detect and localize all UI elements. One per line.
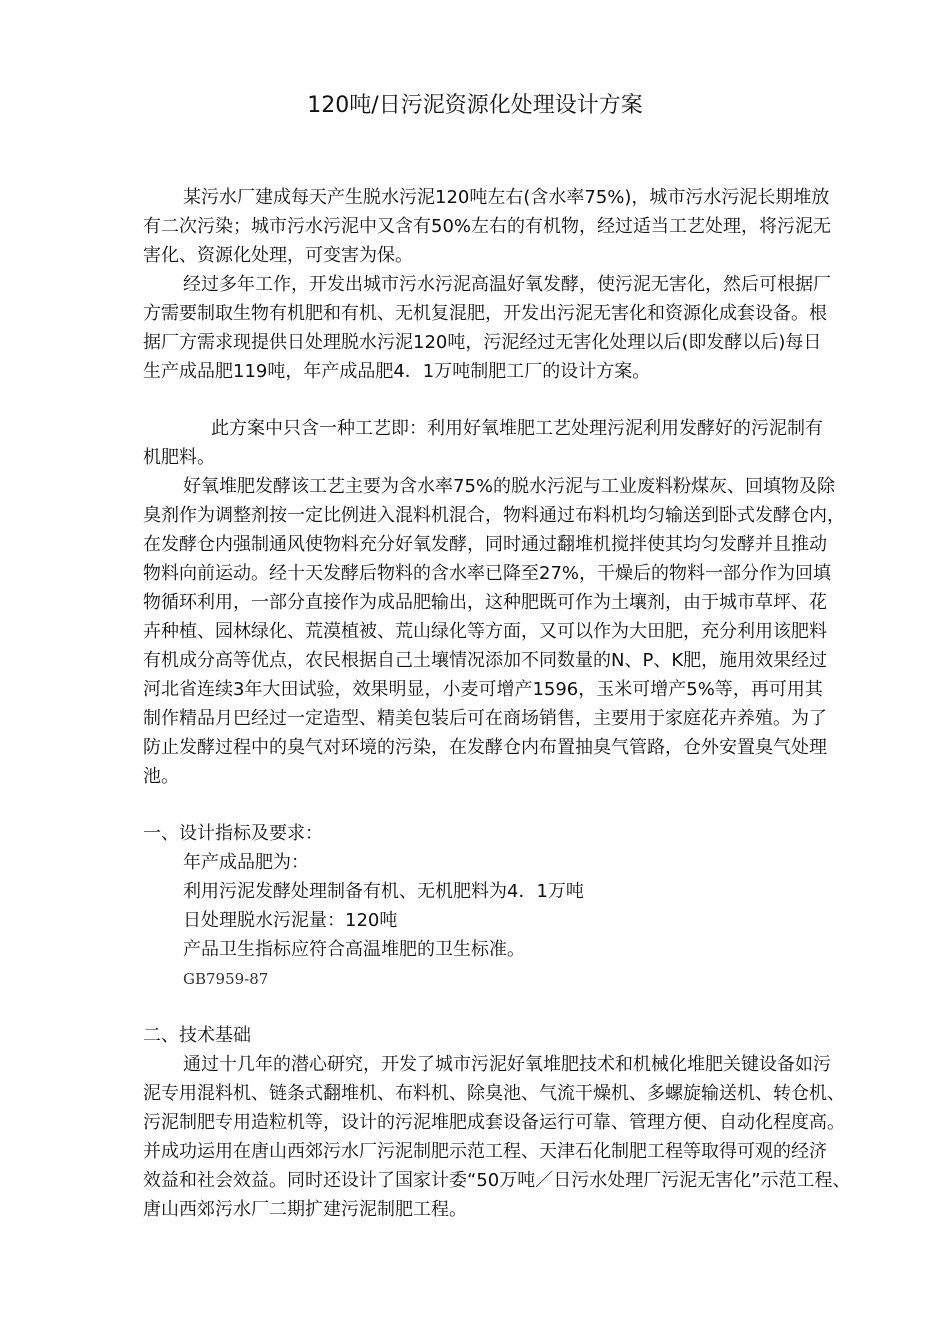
intro-line: 据厂方需求现提供日处理脱水污泥120吨，污泥经过无害化处理以后(即发酵以后)每日 <box>143 332 822 353</box>
process-line: 防止发酵过程中的臭气对环境的污染，在发酵仓内布置抽臭气管路，仓外安置臭气处理 <box>143 737 827 758</box>
intro-line: 生产成品肥119吨，年产成品肥4．1万吨制肥工厂的设计方案。 <box>143 361 651 382</box>
process-line: 臭剂作为调整剂按一定比例进入混料机混合，物料通过布料机均匀输送到卧式发酵仓内， <box>143 505 845 526</box>
section-line: 效益和社会效益。同时还设计了国家计委“50万吨／日污水处理厂污泥无害化”示范工程、 <box>143 1170 851 1191</box>
section-line: 通过十几年的潜心研究，开发了城市污泥好氧堆肥技术和机械化堆肥关键设备如污 <box>183 1054 831 1075</box>
process-line: 在发酵仓内强制通风使物料充分好氧发酵，同时通过翻堆机搅拌使其均匀发酵并且推动 <box>143 534 827 555</box>
process-line: 河北省连续3年大田试验，效果明显，小麦可增产1596，玉米可增产5%等，再可用其 <box>143 679 823 700</box>
section-heading: 二、技术基础 <box>143 1025 251 1046</box>
process-line: 好氧堆肥发酵该工艺主要为含水率75%的脱水污泥与工业废料粉煤灰、回填物及除 <box>183 476 836 497</box>
intro-line: 经过多年工作，开发出城市污水污泥高温好氧发酵，使污泥无害化，然后可根据厂 <box>183 274 831 295</box>
section-heading: 一、设计指标及要求： <box>143 823 323 844</box>
intro-line: 方需要制取生物有机肥和有机、无机复混肥，开发出污泥无害化和资源化成套设备。根 <box>143 303 827 324</box>
section-line: 泥专用混料机、链条式翻堆机、布料机、除臭池、气流干燥机、多螺旋输送机、转仓机、 <box>143 1083 845 1104</box>
process-line: 机肥料。 <box>143 447 215 468</box>
section-item: 日处理脱水污泥量：120吨 <box>183 910 398 931</box>
section-item: 年产成品肥为： <box>183 852 309 873</box>
section-line: 唐山西郊污水厂二期扩建污泥制肥工程。 <box>143 1199 467 1220</box>
intro-line: 害化、资源化处理，可变害为保。 <box>143 245 413 266</box>
process-line: 有机成分高等优点，农民根据自己土壤情况添加不同数量的N、P、K肥，施用效果经过 <box>143 650 828 671</box>
section-item: 产品卫生指标应符合高温堆肥的卫生标准。 <box>183 939 525 960</box>
process-line: 物循环利用，一部分直接作为成品肥输出，这种肥既可作为土壤剂，由于城市草坪、花 <box>143 592 827 613</box>
section-line: 并成功运用在唐山西郊污水厂污泥制肥示范工程、天津石化制肥工程等取得可观的经济 <box>143 1141 827 1162</box>
process-line: 物料向前运动。经十天发酵后物料的含水率已降至27%，干燥后的物料一部分作为回填 <box>143 563 832 584</box>
section-line: 污泥制肥专用造粒机等，设计的污泥堆肥成套设备运行可靠、管理方便、自动化程度高。 <box>143 1112 845 1133</box>
process-line: 池。 <box>143 766 179 787</box>
section-item: 利用污泥发酵处理制备有机、无机肥料为4．1万吨 <box>183 881 584 902</box>
standard-code: GB7959-87 <box>183 970 269 988</box>
process-line: 此方案中只含一种工艺即：利用好氧堆肥工艺处理污泥利用发酵好的污泥制有 <box>211 418 823 439</box>
process-line: 制作精品月巴经过一定造型、精美包装后可在商场销售，主要用于家庭花卉养殖。为了 <box>143 708 827 729</box>
intro-line: 有二次污染；城市污水污泥中又含有50%左右的有机物，经过适当工艺处理，将污泥无 <box>143 216 832 237</box>
process-line: 卉种植、园林绿化、荒漠植被、荒山绿化等方面，又可以作为大田肥，充分利用该肥料 <box>143 621 827 642</box>
intro-line: 某污水厂建成每天产生脱水污泥120吨左右(含水率75%)，城市污水污泥长期堆放 <box>183 187 830 208</box>
document-title: 120吨/日污泥资源化处理设计方案 <box>307 93 643 118</box>
